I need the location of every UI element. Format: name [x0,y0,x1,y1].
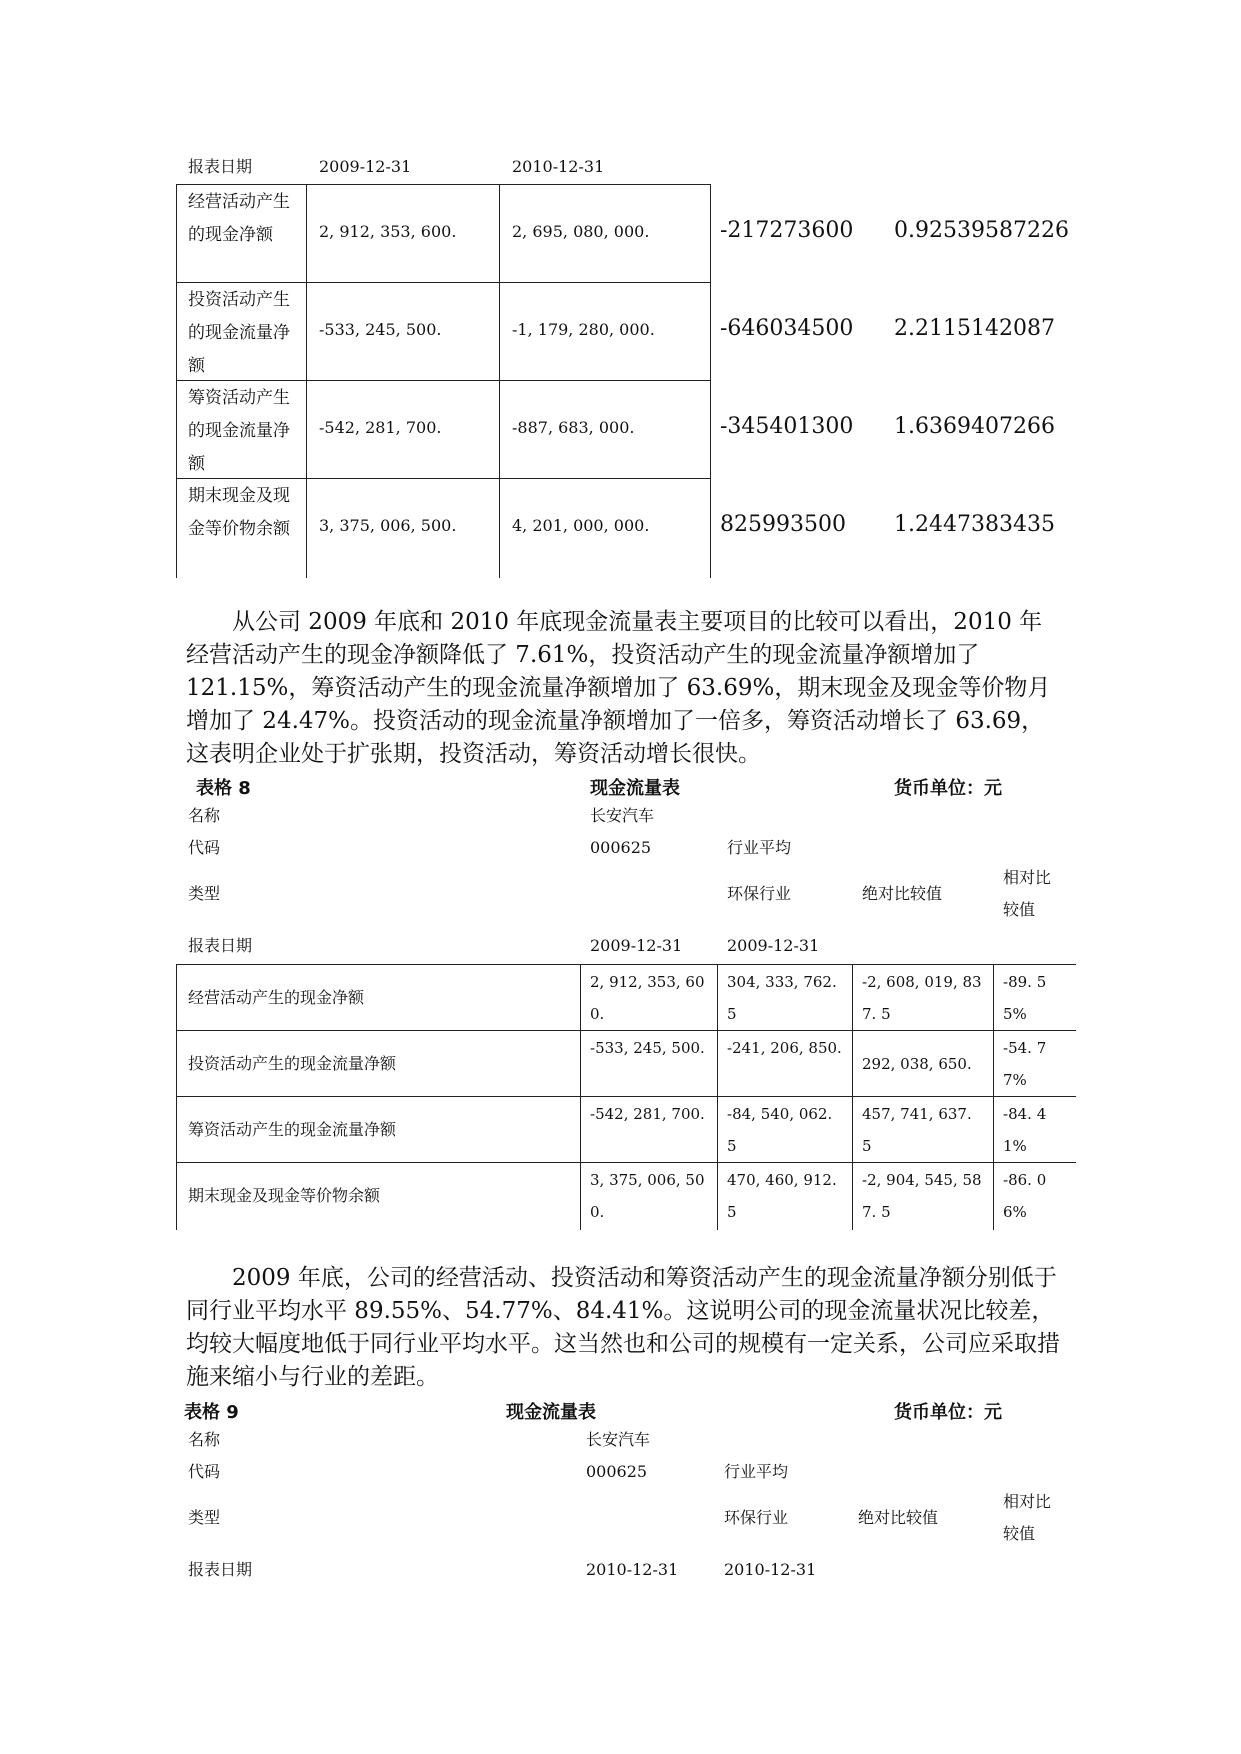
ratio: 1.6369407266 [894,414,1055,439]
grid-line [176,184,177,578]
absolute-difference: 825993500 [720,512,846,537]
relative-comparison-label: 相对比较值 [1003,868,1052,919]
industry-value: 304, 333, 762. 5 [727,973,837,1023]
table-title: 现金流量表 [590,778,680,799]
absolute-value: 457, 741, 637. 5 [862,1105,972,1155]
grid-line [176,964,1076,965]
grid-line [176,1096,1076,1097]
grid-line [499,184,500,578]
row-label: 期末现金及现金等价物余额 [188,486,290,539]
table-title: 现金流量表 [506,1402,596,1423]
row-label: 投资活动产生的现金流量净额 [188,290,290,376]
table-number: 表格 9 [184,1402,239,1423]
industry-value: 470, 460, 912. 5 [727,1171,837,1221]
row-label: 期末现金及现金等价物余额 [188,1186,381,1205]
report-date-label: 报表日期 [188,936,253,955]
absolute-value: -2, 904, 545, 587. 5 [862,1171,982,1221]
absolute-value: -2, 608, 019, 837. 5 [862,973,982,1023]
ratio: 1.2447383435 [894,512,1055,537]
grid-line [176,964,177,1230]
type-label: 类型 [188,884,221,903]
absolute-difference: -217273600 [720,218,854,243]
report-date-label: 报表日期 [188,1560,253,1579]
value-2009: 3, 375, 006, 500. [319,516,457,535]
relative-value: -54. 77% [1003,1039,1047,1089]
company-value: -533, 245, 500. [590,1039,705,1057]
absolute-comparison-label: 绝对比较值 [862,884,943,903]
grid-line [176,1030,1076,1031]
row-label: 筹资活动产生的现金流量净额 [188,388,290,474]
relative-comparison-label: 相对比较值 [1003,1492,1052,1543]
industry-value: -84, 540, 062. 5 [727,1105,833,1155]
report-date-company: 2009-12-31 [590,936,683,955]
industry-average-label: 行业平均 [724,1462,789,1481]
value-2009: -533, 245, 500. [319,320,442,339]
grid-line [176,282,710,283]
stock-code: 000625 [590,838,652,857]
grid-line [852,964,853,1230]
cash-flow-table-8 [176,770,1076,1230]
name-label: 名称 [188,806,221,825]
relative-value: -84. 41% [1003,1105,1047,1155]
absolute-comparison-label: 绝对比较值 [858,1508,939,1527]
relative-value: -89. 55% [1003,973,1047,1023]
industry-type: 环保行业 [724,1508,789,1527]
report-date-industry: 2010-12-31 [724,1560,817,1579]
relative-value: -86. 06% [1003,1171,1047,1221]
report-date-industry: 2009-12-31 [727,936,820,955]
company-value: 2, 912, 353, 600. [590,973,705,1023]
ratio: 0.92539587226 [894,218,1069,243]
absolute-difference: -646034500 [720,316,854,341]
industry-average-label: 行业平均 [727,838,792,857]
currency-unit: 货币单位：元 [894,1402,1002,1423]
grid-line [176,1162,1076,1163]
value-2009: -542, 281, 700. [319,418,442,437]
grid-line [710,184,711,578]
row-label: 经营活动产生的现金净额 [188,192,290,245]
stock-code: 000625 [586,1462,648,1481]
row-label: 投资活动产生的现金流量净额 [188,1054,397,1073]
grid-line [306,184,307,578]
company-value: 3, 375, 006, 500. [590,1171,705,1221]
cash-flow-table-9 [176,1394,1076,1594]
analysis-paragraph-1 [186,606,1062,771]
name-label: 名称 [188,1430,221,1449]
company-name: 长安汽车 [590,806,655,825]
value-2010: 2, 695, 080, 000. [512,222,650,241]
header-2009: 2009-12-31 [319,157,412,176]
type-label: 类型 [188,1508,221,1527]
row-label: 筹资活动产生的现金流量净额 [188,1120,397,1139]
absolute-value: 292, 038, 650. [862,1055,972,1073]
industry-type: 环保行业 [727,884,792,903]
value-2010: -887, 683, 000. [512,418,635,437]
comparison-table-2009-2010 [176,150,1076,578]
paragraph-text: 从公司 2009 年底和 2010 年底现金流量表主要项目的比较可以看出，2010 年经营活动产生的现金净额降低了 7.61%，投资活动产生的现金流量净额增加了 121.15%，筹资活动产生的现金流量净额增加了 63.69%，期末现金及现金等价物月增加了 24.47%。投资活动的现金流量净额增加了一倍多，筹资活动增长了 63.69，这表明企业处于扩张期，投资活动，筹资活动增长很快。 [186,609,1051,767]
absolute-difference: -345401300 [720,414,854,439]
analysis-paragraph-2 [186,1262,1062,1394]
grid-line [993,964,994,1230]
ratio: 2.2115142087 [894,316,1055,341]
row-label: 经营活动产生的现金净额 [188,988,365,1007]
header-2010: 2010-12-31 [512,157,605,176]
grid-line [580,964,581,1230]
code-label: 代码 [188,1462,221,1481]
company-value: -542, 281, 700. [590,1105,705,1123]
value-2009: 2, 912, 353, 600. [319,222,457,241]
value-2010: -1, 179, 280, 000. [512,320,655,339]
table-number: 表格 8 [196,778,251,799]
header-report-date: 报表日期 [188,157,253,176]
grid-line [176,184,710,185]
company-name: 长安汽车 [586,1430,651,1449]
grid-line [717,964,718,1230]
report-date-company: 2010-12-31 [586,1560,679,1579]
currency-unit: 货币单位：元 [894,778,1002,799]
value-2010: 4, 201, 000, 000. [512,516,650,535]
industry-value: -241, 206, 850. [727,1039,842,1057]
code-label: 代码 [188,838,221,857]
paragraph-text: 2009 年底，公司的经营活动、投资活动和筹资活动产生的现金流量净额分别低于同行业平均水平 89.55%、54.77%、84.41%。这说明公司的现金流量状况比较差，均较大幅度地低于同行业平均水平。这当然也和公司的规模有一定关系，公司应采取措施来缩小与行业的差距。 [186,1265,1060,1390]
